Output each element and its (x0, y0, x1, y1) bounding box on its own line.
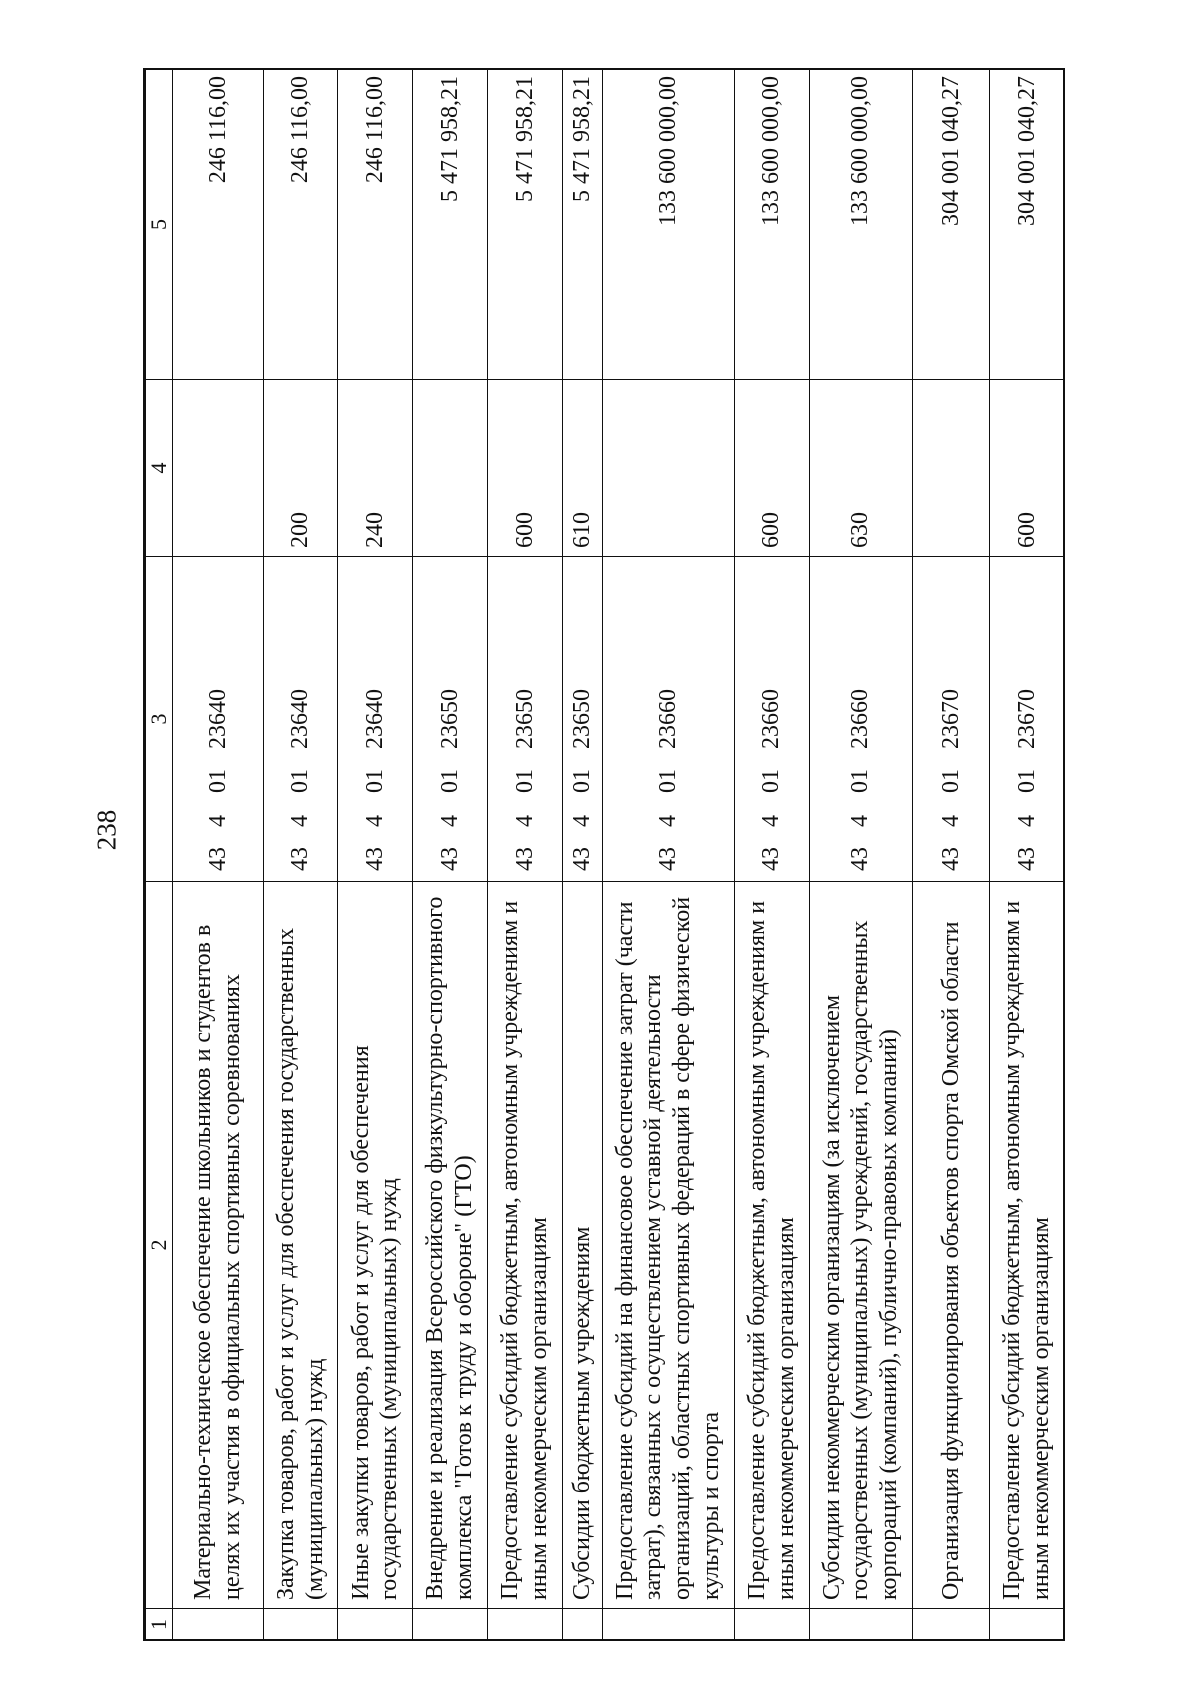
row-code-cell (734, 557, 809, 882)
header-cell: 3 (146, 557, 173, 882)
row-index-cell (913, 1609, 990, 1641)
row-description-cell: Предоставление субсидий бюджетным, автономным учреждениям и иным некоммерческим организациям (734, 882, 809, 1609)
table-row (602, 70, 734, 1641)
code-event: 01 (287, 769, 314, 793)
row-amount-cell: 246 116,00 (263, 70, 338, 380)
code-subprogram: 4 (511, 815, 538, 827)
code-subprogram: 4 (436, 815, 463, 827)
row-code-cell (990, 557, 1065, 882)
row-expense-type-cell: 600 (990, 380, 1065, 557)
row-expense-type-cell: 610 (562, 380, 602, 557)
row-amount-cell: 133 600 000,00 (734, 70, 809, 380)
budget-table (145, 69, 1065, 1641)
code-subprogram: 4 (287, 815, 314, 827)
row-index-cell (990, 1609, 1065, 1641)
code-event: 01 (1013, 769, 1040, 793)
row-expense-type-cell: 200 (263, 380, 338, 557)
row-amount-cell: 133 600 000,00 (809, 70, 912, 380)
row-amount-cell: 133 600 000,00 (602, 70, 734, 380)
table-row (263, 70, 338, 1641)
row-description-cell: Иные закупки товаров, работ и услуг для обеспечения государственных (муниципальных) нужд (338, 882, 413, 1609)
code-program: 43 (204, 847, 231, 871)
code-event: 01 (654, 769, 681, 793)
row-code-cell (413, 557, 488, 882)
header-row (146, 70, 173, 1641)
row-index-cell (809, 1609, 912, 1641)
code-subprogram: 4 (937, 815, 964, 827)
table-row (913, 70, 990, 1641)
code-direction: 23660 (847, 689, 874, 749)
page-number-text: 238 (91, 809, 122, 851)
row-code-cell (602, 557, 734, 882)
table-row (562, 70, 602, 1641)
row-expense-type-cell: 630 (809, 380, 912, 557)
code-event: 01 (204, 769, 231, 793)
row-description-cell: Субсидии бюджетным учреждениям (562, 882, 602, 1609)
code-subprogram: 4 (568, 815, 595, 827)
code-direction: 23650 (568, 689, 595, 749)
code-program: 43 (758, 847, 785, 871)
table-row (413, 70, 488, 1641)
code-event: 01 (847, 769, 874, 793)
row-code-cell (338, 557, 413, 882)
row-index-cell (734, 1609, 809, 1641)
row-amount-cell: 304 001 040,27 (990, 70, 1065, 380)
row-description-cell: Материально-техническое обеспечение школьников и студентов в целях их участия в официальных спортивных соревнованиях (173, 882, 263, 1609)
row-code-cell (809, 557, 912, 882)
row-code-cell (263, 557, 338, 882)
code-event: 01 (436, 769, 463, 793)
row-amount-cell: 5 471 958,21 (562, 70, 602, 380)
code-program: 43 (361, 847, 388, 871)
row-code-cell (562, 557, 602, 882)
code-subprogram: 4 (847, 815, 874, 827)
row-index-cell (338, 1609, 413, 1641)
code-program: 43 (1013, 847, 1040, 871)
code-event: 01 (937, 769, 964, 793)
row-expense-type-cell (413, 380, 488, 557)
rotated-table-container (145, 70, 1065, 1641)
row-amount-cell: 5 471 958,21 (488, 70, 563, 380)
header-cell: 2 (146, 882, 173, 1609)
code-program: 43 (287, 847, 314, 871)
code-program: 43 (847, 847, 874, 871)
code-subprogram: 4 (654, 815, 681, 827)
row-description-cell: Предоставление субсидий бюджетным, автономным учреждениям и иным некоммерческим организациям (488, 882, 563, 1609)
table-row (734, 70, 809, 1641)
header-cell: 5 (146, 70, 173, 380)
row-amount-cell: 5 471 958,21 (413, 70, 488, 380)
code-subprogram: 4 (204, 815, 231, 827)
code-program: 43 (436, 847, 463, 871)
code-program: 43 (654, 847, 681, 871)
budget-table-frame (143, 68, 1065, 1641)
code-subprogram: 4 (361, 815, 388, 827)
header-cell: 1 (146, 1609, 173, 1641)
row-description-cell: Закупка товаров, работ и услуг для обеспечения государственных (муниципальных) нужд (263, 882, 338, 1609)
row-index-cell (263, 1609, 338, 1641)
code-subprogram: 4 (758, 815, 785, 827)
row-expense-type-cell (913, 380, 990, 557)
row-amount-cell: 246 116,00 (173, 70, 263, 380)
code-direction: 23660 (654, 689, 681, 749)
row-code-cell (913, 557, 990, 882)
table-body (173, 70, 1065, 1641)
code-event: 01 (511, 769, 538, 793)
code-program: 43 (937, 847, 964, 871)
row-index-cell (562, 1609, 602, 1641)
code-event: 01 (361, 769, 388, 793)
row-index-cell (488, 1609, 563, 1641)
row-expense-type-cell (173, 380, 263, 557)
row-expense-type-cell: 240 (338, 380, 413, 557)
table-row (990, 70, 1065, 1641)
row-description-cell: Субсидии некоммерческим организациям (за исключением государственных (муниципальных) учреждений, государственных корпораций (компаний), публично-правовых компаний) (809, 882, 912, 1609)
code-direction: 23650 (436, 689, 463, 749)
header-cell: 4 (146, 380, 173, 557)
row-index-cell (413, 1609, 488, 1641)
table-row (488, 70, 563, 1641)
row-expense-type-cell: 600 (488, 380, 563, 557)
code-event: 01 (568, 769, 595, 793)
code-program: 43 (568, 847, 595, 871)
row-amount-cell: 304 001 040,27 (913, 70, 990, 380)
code-direction: 23640 (361, 689, 388, 749)
row-description-cell: Предоставление субсидий на финансовое обеспечение затрат (части затрат), связанных с осуществлением уставной деятельности организаций, областных спортивных федераций в сфере физической культуры и спорта (602, 882, 734, 1609)
code-direction: 23640 (204, 689, 231, 749)
row-description-cell: Предоставление субсидий бюджетным, автономным учреждениям и иным некоммерческим организациям (990, 882, 1065, 1609)
code-direction: 23660 (758, 689, 785, 749)
row-index-cell (602, 1609, 734, 1641)
table-row (338, 70, 413, 1641)
code-direction: 23670 (937, 689, 964, 749)
code-direction: 23640 (287, 689, 314, 749)
code-program: 43 (511, 847, 538, 871)
code-event: 01 (758, 769, 785, 793)
row-description-cell: Внедрение и реализация Всероссийского физкультурно-спортивного комплекса "Готов к труду и обороне" (ГТО) (413, 882, 488, 1609)
code-direction: 23650 (511, 689, 538, 749)
table-row (809, 70, 912, 1641)
row-expense-type-cell: 600 (734, 380, 809, 557)
row-description-cell: Организация функционирования объектов спорта Омской области (913, 882, 990, 1609)
row-code-cell (173, 557, 263, 882)
page-number (86, 800, 126, 860)
row-expense-type-cell (602, 380, 734, 557)
table-row (173, 70, 263, 1641)
row-amount-cell: 246 116,00 (338, 70, 413, 380)
row-index-cell (173, 1609, 263, 1641)
row-code-cell (488, 557, 563, 882)
code-subprogram: 4 (1013, 815, 1040, 827)
code-direction: 23670 (1013, 689, 1040, 749)
